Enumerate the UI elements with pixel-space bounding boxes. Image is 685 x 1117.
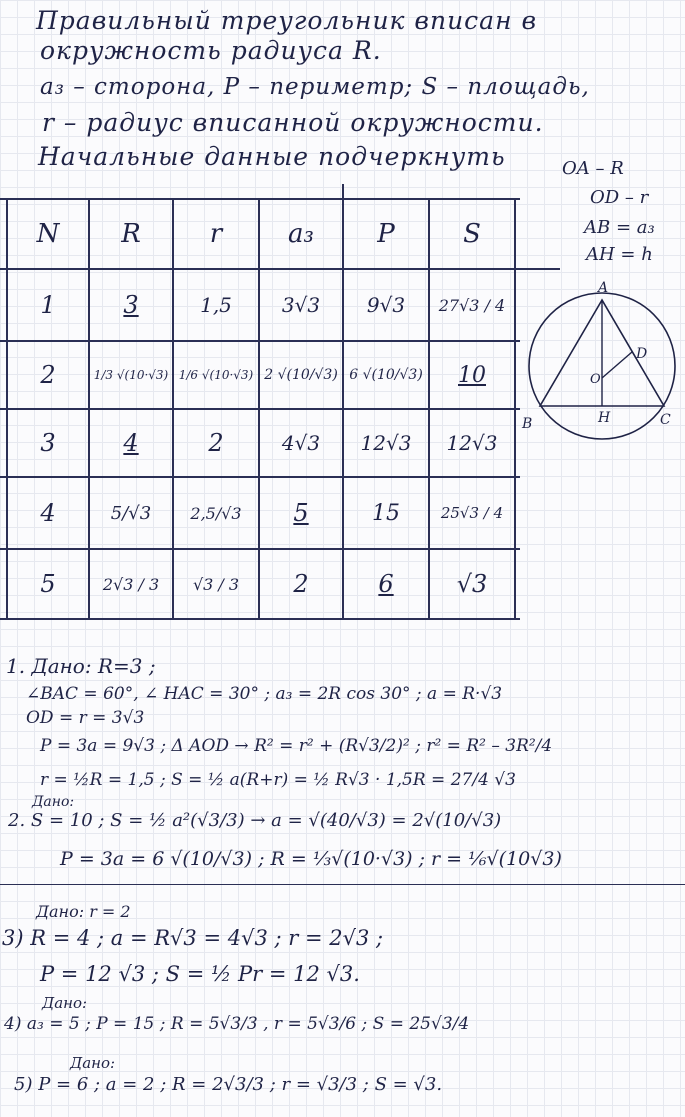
label-b: B	[522, 416, 533, 432]
solution-1-od: OD = r = 3√3	[26, 708, 145, 728]
solution-3-line-1: 3) R = 4 ; a = R√3 = 4√3 ; r = 2√3 ;	[2, 926, 384, 950]
table-cell: 1	[40, 291, 56, 319]
label-a: A	[598, 280, 609, 296]
table-cell: 6 √(10/√3)	[349, 367, 423, 383]
table-cell: 1/3 √(10·√3)	[93, 368, 169, 382]
table-cell: 3√3	[281, 293, 321, 317]
task-line-1: Правильный треугольник вписан в	[36, 6, 538, 35]
results-table	[0, 184, 560, 624]
solution-5-line: 5) P = 6 ; a = 2 ; R = 2√3/3 ; r = √3/3 ; S = √3.	[14, 1074, 443, 1095]
solution-1-perimeter: P = 3a = 9√3 ; Δ AOD → R² = r² + (R√3/2)² ; r² = R² – 3R²/4	[40, 736, 553, 756]
note-od: OD – r	[590, 187, 649, 208]
solution-2-line-1: 2. S = 10 ; S = ½ a²(√3/3) → a = √(40/√3) = 2√(10/√3)	[8, 810, 502, 831]
table-cell: 12√3	[446, 431, 498, 455]
solution-4-label: Дано:	[42, 994, 88, 1012]
label-o: O	[590, 372, 601, 387]
solution-2-label: Дано:	[32, 794, 75, 810]
table-cell: 2√3 / 3	[102, 574, 160, 594]
table-cell: √3	[456, 570, 488, 598]
table-cell: 15	[372, 500, 400, 526]
solution-2-line-2: P = 3a = 6 √(10/√3) ; R = ⅓√(10·√3) ; r = ⅙√(10√3)	[60, 848, 562, 870]
table-cell: 5	[40, 570, 56, 598]
table-cell: 9√3	[366, 293, 406, 317]
table-cell: 4	[123, 429, 139, 457]
table-cell: 5/√3	[110, 502, 152, 524]
table-cell: 3	[123, 291, 139, 319]
table-cell: 3	[40, 429, 56, 457]
solution-4-line: 4) a₃ = 5 ; P = 15 ; R = 5√3/3 , r = 5√3/6 ; S = 25√3/4	[4, 1014, 470, 1034]
table-cell: 1,5	[200, 293, 232, 317]
solution-3-label: Дано: r = 2	[36, 902, 131, 921]
table-cell: 2	[293, 570, 309, 598]
note-ab: AB = a₃	[584, 217, 655, 238]
header-r-big: R	[121, 219, 141, 249]
table-cell: 6	[378, 570, 394, 598]
task-line-5: Начальные данные подчеркнуть	[38, 142, 506, 171]
note-ah: AH = h	[586, 244, 653, 265]
task-line-4: r – радиус вписанной окружности.	[42, 108, 544, 137]
table-cell: 4√3	[281, 431, 321, 455]
table-cell: 5	[293, 499, 309, 527]
table-cell: √3 / 3	[192, 574, 240, 594]
divider	[0, 884, 685, 885]
table-cell: 27√3 / 4	[438, 295, 506, 315]
solution-5-label: Дано:	[70, 1054, 116, 1072]
label-h: H	[598, 410, 611, 426]
task-line-2: окружность радиуса R.	[40, 36, 382, 65]
label-c: C	[660, 412, 671, 428]
solution-1-angles: ∠BAC = 60°, ∠ HAC = 30° ; a₃ = 2R cos 30° ; a = R·√3	[26, 684, 503, 704]
note-oa: OA – R	[562, 158, 624, 179]
header-r-small: r	[209, 219, 223, 249]
table-cell: 2	[208, 429, 224, 457]
header-n: N	[36, 219, 60, 249]
table-cell: 10	[458, 362, 486, 388]
header-s: S	[463, 219, 481, 249]
table-cell: 12√3	[360, 431, 412, 455]
header-p: P	[377, 219, 395, 249]
task-line-3: a₃ – сторона, P – периметр; S – площадь,	[40, 74, 590, 100]
table-cell: 2 √(10/√3)	[264, 367, 338, 383]
header-a3: a₃	[288, 219, 314, 249]
label-d: D	[636, 346, 648, 362]
table-cell: 2,5/√3	[190, 503, 242, 523]
solution-3-line-2: P = 12 √3 ; S = ½ Pr = 12 √3.	[40, 962, 360, 986]
solution-1-given: 1. Дано: R=3 ;	[6, 654, 156, 678]
table-cell: 1/6 √(10·√3)	[178, 368, 254, 382]
table-cell: 4	[40, 499, 56, 527]
solution-1-radius-area: r = ½R = 1,5 ; S = ½ a(R+r) = ½ R√3 · 1,5R = 27/4 √3	[40, 770, 516, 790]
table-cell: 2	[40, 361, 56, 389]
table-cell: 25√3 / 4	[440, 504, 504, 522]
